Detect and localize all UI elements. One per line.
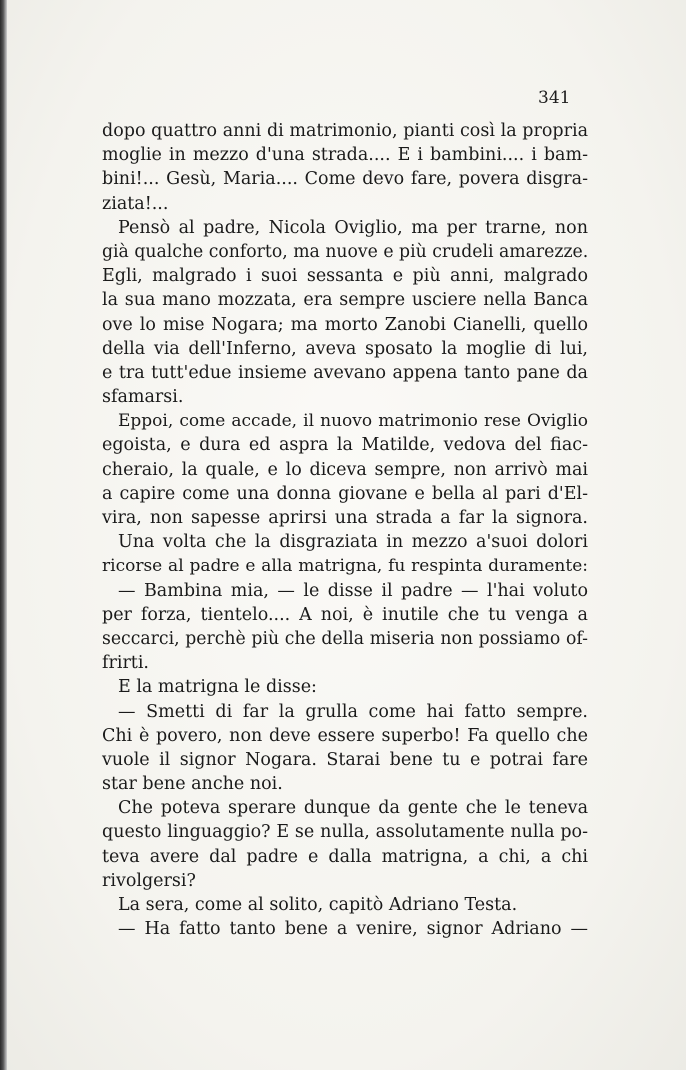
text-line: a capire come una donna giovane e bella al pari d'El- bbox=[102, 483, 588, 504]
text-line: ziata!... bbox=[102, 193, 169, 214]
text-line: moglie in mezzo d'una strada.... E i bambini.... i bam- bbox=[102, 145, 588, 166]
text-line: rivolgersi? bbox=[102, 870, 196, 891]
text-line: star bene anche noi. bbox=[102, 774, 283, 795]
text-line: Pensò al padre, Nicola Oviglio, ma per trarne, non bbox=[118, 217, 588, 238]
text-line: dopo quattro anni di matrimonio, pianti così la propria bbox=[102, 121, 588, 141]
text-line: Egli, malgrado i suoi sessanta e più anni, malgrado bbox=[102, 266, 588, 287]
text-line: della via dell'Inferno, aveva sposato la moglie di lui, bbox=[102, 338, 588, 359]
text-line: frirti. bbox=[102, 653, 149, 674]
text-line: — Ha fatto tanto bene a venire, signor Adriano — bbox=[118, 919, 588, 940]
text-line: Chi è povero, non deve essere superbo! Fa quello che bbox=[102, 725, 588, 746]
text-line: Eppoi, come accade, il nuovo matrimonio rese Oviglio bbox=[118, 411, 588, 432]
text-line: teva avere dal padre e dalla matrigna, a chi, a chi bbox=[102, 846, 588, 867]
text-line: vira, non sapesse aprirsi una strada a far la signora. bbox=[102, 508, 588, 528]
text-line: La sera, come al solito, capitò Adriano Testa. bbox=[118, 895, 518, 915]
body-text bbox=[102, 119, 588, 941]
text-line: ricorse al padre e alla matrigna, fu respinta duramente: bbox=[102, 556, 588, 577]
text-line: E la matrigna le disse: bbox=[118, 677, 317, 698]
text-line: questo linguaggio? E se nulla, assolutamente nulla po- bbox=[102, 822, 588, 843]
text-line: vuole il signor Nogara. Starai bene tu e potrai fare bbox=[102, 749, 588, 770]
text-line: cheraio, la quale, e lo diceva sempre, non arrivò mai bbox=[102, 459, 588, 480]
text-line: seccarci, perchè più che della miseria non possiamo of- bbox=[102, 628, 588, 649]
page-number: 341 bbox=[538, 88, 571, 108]
text-line: Che poteva sperare dunque da gente che le teneva bbox=[118, 798, 588, 819]
text-line: e tra tutt'edue insieme avevano appena tanto pane da bbox=[102, 362, 588, 383]
text-line: già qualche conforto, ma nuove e più crudeli amarezze. bbox=[102, 241, 589, 262]
text-line: — Bambina mia, — le disse il padre — l'hai voluto bbox=[118, 580, 588, 601]
text-line: ove lo mise Nogara; ma morto Zanobi Cianelli, quello bbox=[102, 314, 588, 335]
text-line: bini!... Gesù, Maria.... Come devo fare, povera disgra- bbox=[102, 169, 588, 190]
text-line: la sua mano mozzata, era sempre usciere nella Banca bbox=[102, 290, 588, 311]
page-binding-edge bbox=[0, 0, 7, 1070]
text-line: sfamarsi. bbox=[102, 387, 184, 408]
text-line: Una volta che la disgraziata in mezzo a'suoi dolori bbox=[118, 532, 588, 553]
text-line: per forza, tientelo.... A noi, è inutile che tu venga a bbox=[102, 604, 588, 625]
text-line: egoista, e dura ed aspra la Matilde, vedova del fiac- bbox=[102, 435, 588, 456]
text-line: — Smetti di far la grulla come hai fatto sempre. bbox=[118, 701, 588, 722]
